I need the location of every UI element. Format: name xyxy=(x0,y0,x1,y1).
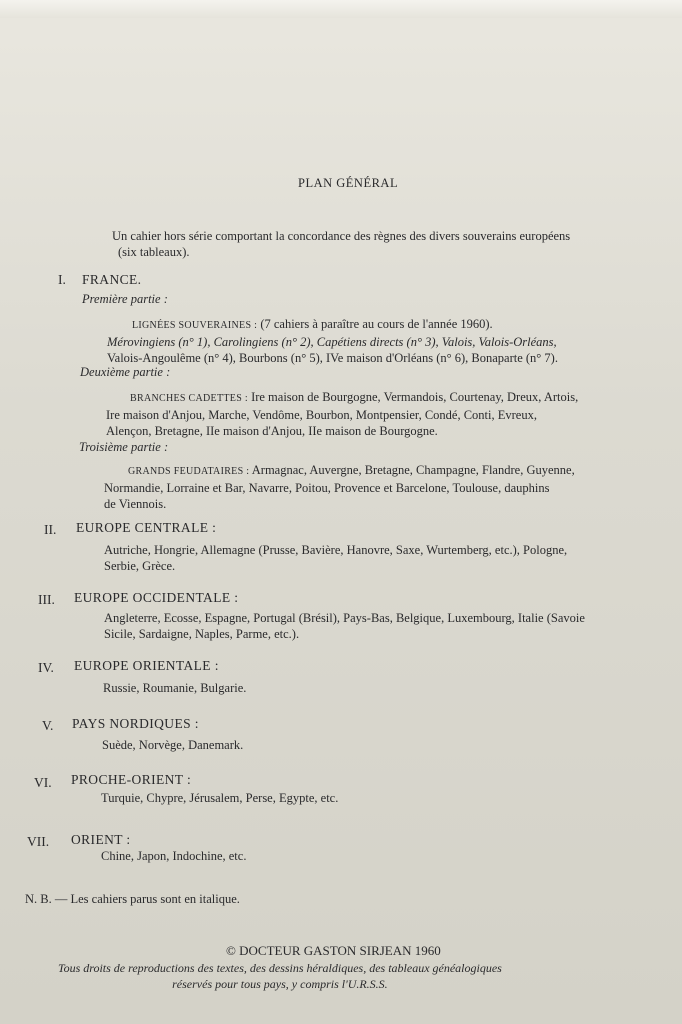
part-label: Troisième partie : xyxy=(79,440,169,454)
part-line: Armagnac, Auvergne, Bretagne, Champagne, Flandre, Guyenne, xyxy=(249,463,575,477)
section-line: Autriche, Hongrie, Allemagne (Prusse, Bavière, Hanovre, Saxe, Wurtemberg, etc.), Pologne, xyxy=(104,543,568,557)
part-text xyxy=(107,316,558,366)
part-text xyxy=(104,462,575,512)
part-label: Deuxième partie : xyxy=(80,365,171,379)
section-heading: ORIENT : xyxy=(71,832,131,847)
part-smallcaps: BRANCHES CADETTES : xyxy=(130,393,248,404)
part-line: de Viennois. xyxy=(104,497,167,511)
section-line: Turquie, Chypre, Jérusalem, Perse, Egypte, etc. xyxy=(101,791,339,805)
section-line: Suède, Norvège, Danemark. xyxy=(102,738,244,752)
part-line: Mérovingiens (n° 1), Carolingiens (n° 2), Capétiens directs (n° 3), Valois, Valois-Orléans, xyxy=(107,335,557,349)
section-number: VI. xyxy=(34,775,52,790)
intro-paragraph xyxy=(112,228,570,260)
section-body xyxy=(101,790,338,806)
section-number: V. xyxy=(42,718,54,733)
section-body xyxy=(101,848,246,864)
section-line: Chine, Japon, Indochine, etc. xyxy=(101,849,247,863)
section-number: II. xyxy=(44,522,57,537)
part-line: (7 cahiers à paraître au cours de l'année 1960). xyxy=(257,317,493,331)
page-title: PLAN GÉNÉRAL xyxy=(298,176,399,190)
section-heading: PROCHE-ORIENT : xyxy=(71,772,192,787)
part-line: Valois-Angoulême (n° 4), Bourbons (n° 5), IVe maison d'Orléans (n° 6), Bonaparte (n° 7). xyxy=(107,351,558,365)
section-line: Sicile, Sardaigne, Naples, Parme, etc.). xyxy=(104,627,300,641)
section-body xyxy=(103,680,246,696)
copyright-line: © DOCTEUR GASTON SIRJEAN 1960 xyxy=(226,943,441,958)
section-number: IV. xyxy=(38,660,54,675)
rights-line: réservés pour tous pays, y compris l'U.R.S.S. xyxy=(172,977,388,991)
part-line: Ire maison de Bourgogne, Vermandois, Courtenay, Dreux, Artois, xyxy=(247,390,579,404)
section-body xyxy=(102,737,243,753)
part-line: Ire maison d'Anjou, Marche, Vendôme, Bourbon, Montpensier, Condé, Conti, Evreux, xyxy=(106,408,537,422)
section-line: Serbie, Grèce. xyxy=(104,559,176,573)
section-heading: FRANCE. xyxy=(82,272,142,287)
page-top-edge xyxy=(0,0,682,18)
section-line: Angleterre, Ecosse, Espagne, Portugal (Brésil), Pays-Bas, Belgique, Luxembourg, Italie (Savoie xyxy=(104,611,585,625)
part-smallcaps: LIGNÉES SOUVERAINES : xyxy=(132,320,258,331)
section-number: III. xyxy=(38,592,55,607)
section-heading: PAYS NORDIQUES : xyxy=(72,716,199,731)
part-line: Alençon, Bretagne, IIe maison d'Anjou, IIe maison de Bourgogne. xyxy=(106,424,438,438)
section-body xyxy=(104,542,567,574)
section-line: Russie, Roumanie, Bulgarie. xyxy=(103,681,247,695)
section-number: I. xyxy=(58,272,66,287)
section-number: VII. xyxy=(27,834,50,849)
rights-notice xyxy=(58,960,502,992)
intro-line: Un cahier hors série comportant la concordance des règnes des divers souverains européens xyxy=(112,229,571,243)
part-text xyxy=(106,389,579,439)
nota-bene: N. B. — Les cahiers parus sont en italique. xyxy=(25,892,240,906)
part-smallcaps: GRANDS FEUDATAIRES : xyxy=(128,466,250,477)
section-heading: EUROPE CENTRALE : xyxy=(76,520,217,535)
section-heading: EUROPE OCCIDENTALE : xyxy=(74,590,239,605)
intro-line: (six tableaux). xyxy=(118,245,190,259)
section-heading: EUROPE ORIENTALE : xyxy=(74,658,219,673)
section-body xyxy=(104,610,585,642)
rights-line: Tous droits de reproductions des textes, des dessins héraldiques, des tableaux généalogiques xyxy=(58,961,502,975)
part-label: Première partie : xyxy=(82,292,168,306)
part-line: Normandie, Lorraine et Bar, Navarre, Poitou, Provence et Barcelone, Toulouse, dauphins xyxy=(104,481,550,495)
